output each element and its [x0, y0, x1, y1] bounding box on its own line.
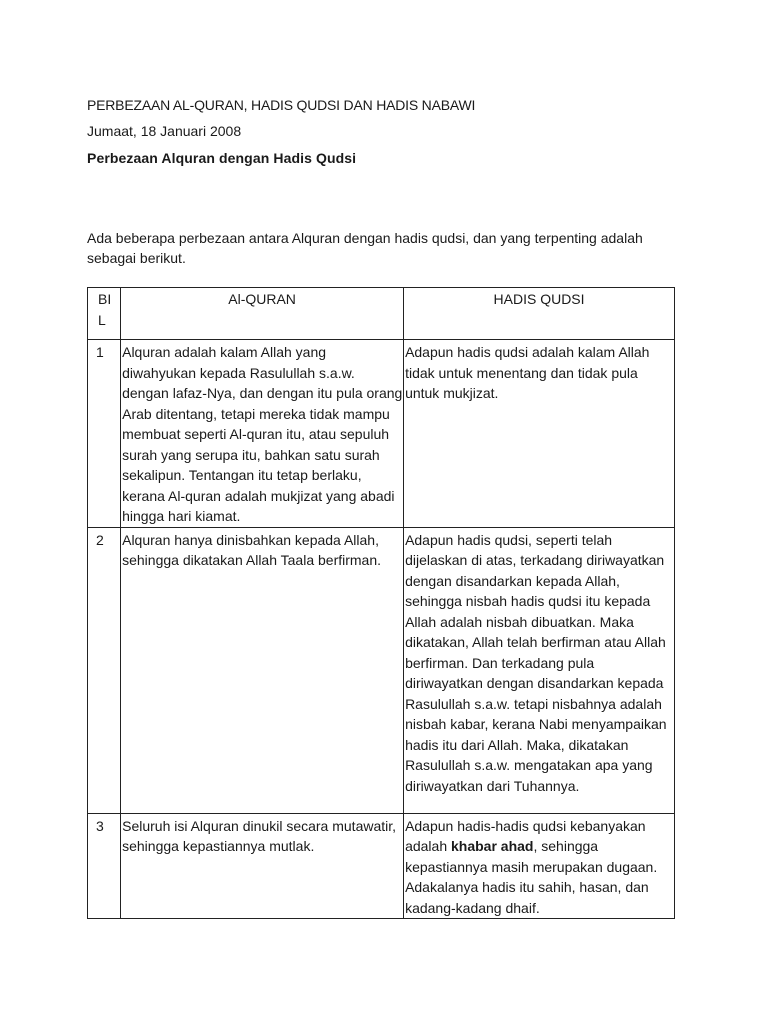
hadis-text-end: , sehingga kepastiannya masih merupakan dugaan. Adakalanya hadis itu sahih, hasan, dan kadang-kadang dhaif. — [405, 838, 658, 916]
table-row — [88, 340, 675, 528]
row-number: 2 — [88, 527, 121, 813]
quran-cell: Alquran hanya dinisbahkan kepada Allah, sehingga dikatakan Allah Taala berfirman. — [121, 527, 404, 813]
hadis-cell — [404, 813, 675, 919]
row-number: 3 — [88, 813, 121, 919]
document-date: Jumaat, 18 Januari 2008 — [87, 123, 242, 139]
table-row — [88, 813, 675, 919]
document-subtitle: Perbezaan Alquran dengan Hadis Qudsi — [87, 150, 357, 166]
hadis-cell: Adapun hadis qudsi, seperti telah dijelaskan di atas, terkadang diriwayatkan dengan disandarkan kepada Allah, sehingga nisbah hadis qudsi itu kepada Allah adalah nisbah dibuatkan. Maka dikatakan, Allah telah berfirman atau Allah berfirman. Dan terkadang pula diriwayatkan dengan disandarkan kepada Rasulullah s.a.w. tetapi nisbahnya adalah nisbah kabar, kerana Nabi menyampaikan hadis itu dari Allah. Maka, dikatakan Rasulullah s.a.w. mengatakan apa yang diriwayatkan dari Tuhannya. — [404, 527, 675, 813]
header-bil-line2: L — [98, 311, 106, 328]
table-row — [88, 527, 675, 813]
header-hadis-qudsi: HADIS QUDSI — [404, 288, 675, 340]
header-quran: Al-QURAN — [121, 288, 404, 340]
header-bil — [88, 288, 121, 340]
hadis-text-start: Adapun hadis-hadis qudsi kebanyakan adalah — [405, 817, 646, 854]
hadis-bold-term: khabar ahad — [451, 838, 534, 854]
table-header-row — [88, 288, 675, 340]
header-bil-line1: BI — [98, 291, 112, 307]
hadis-cell: Adapun hadis qudsi adalah kalam Allah tidak untuk menentang dan tidak pula untuk mukjizat. — [404, 340, 675, 528]
quran-cell: Alquran adalah kalam Allah yang diwahyukan kepada Rasulullah s.a.w. dengan lafaz-Nya, dan dengan itu pula orang Arab ditentang, tetapi mereka tidak mampu membuat seperti Al-quran itu, atau sepuluh surah yang serupa itu, bahkan satu surah sekalipun. Tentangan itu tetap berlaku, kerana Al-quran adalah mukjizat yang abadi hingga hari kiamat. — [121, 340, 404, 528]
quran-cell: Seluruh isi Alquran dinukil secara mutawatir, sehingga kepastiannya mutlak. — [121, 813, 404, 919]
comparison-table — [87, 287, 675, 919]
intro-paragraph: Ada beberapa perbezaan antara Alquran dengan hadis qudsi, dan yang terpenting adalah sebagai berikut. — [87, 230, 643, 266]
row-number: 1 — [88, 340, 121, 528]
document-title: PERBEZAAN AL-QURAN, HADIS QUDSI DAN HADIS NABAWI — [87, 97, 476, 113]
